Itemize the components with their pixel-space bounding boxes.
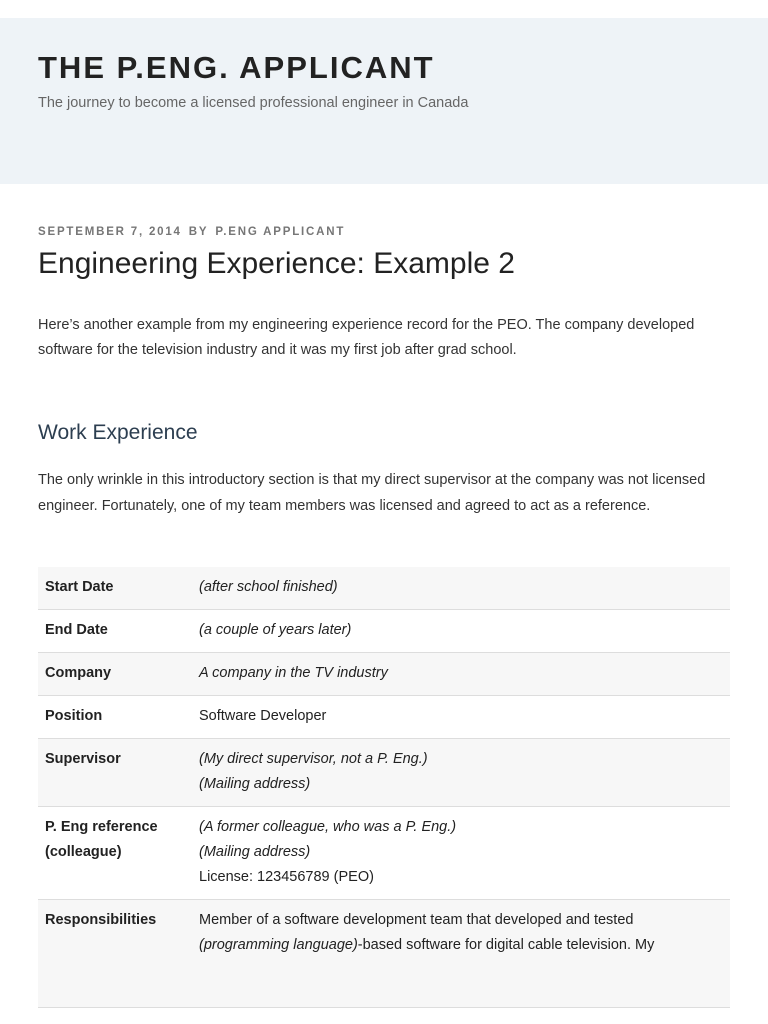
reference-label: P. Eng reference (colleague): [45, 819, 158, 860]
post-intro: Here’s another example from my engineering experience record for the PEO. The company developed software for the television industry and it was my first job after grad school.: [38, 317, 695, 358]
reference-name: (A former colleague, who was a P. Eng.): [199, 819, 457, 835]
end-date-value: (a couple of years later): [199, 622, 352, 638]
supervisor-name: (My direct supervisor, not a P. Eng.): [199, 751, 428, 767]
supervisor-address: (Mailing address): [199, 776, 311, 792]
table-row: [38, 653, 730, 696]
responsibilities-label: Responsibilities: [45, 912, 157, 928]
work-experience-paragraph: The only wrinkle in this introductory section is that my direct supervisor at the company was not licensed engineer. Fortunately, one of my team members was licensed and agreed to act as a reference.: [38, 472, 706, 514]
responsibilities-text-start: Member of a software development team that developed and tested: [199, 912, 634, 928]
post-date[interactable]: SEPTEMBER 7, 2014: [38, 226, 182, 238]
end-date-label: End Date: [45, 622, 108, 638]
reference-value: [192, 807, 730, 900]
table-row: [38, 807, 730, 900]
company-value: A company in the TV industry: [199, 665, 388, 681]
byline-by: BY: [188, 226, 209, 238]
table-row: [38, 610, 730, 653]
supervisor-value: [192, 739, 730, 807]
site-header: [0, 18, 768, 184]
position-label: Position: [45, 708, 103, 724]
post-author[interactable]: P.ENG APPLICANT: [215, 226, 346, 238]
reference-address: (Mailing address): [199, 844, 311, 860]
site-title[interactable]: THE P.ENG. APPLICANT: [38, 50, 435, 85]
table-row: [38, 567, 730, 610]
supervisor-label: Supervisor: [45, 751, 121, 767]
site-tagline: The journey to become a licensed professional engineer in Canada: [38, 95, 469, 111]
table-row: [38, 900, 730, 1008]
responsibilities-text-end: -based software for digital cable television. My: [357, 937, 655, 953]
experience-table: [38, 567, 730, 1008]
start-date-value: (after school finished): [199, 579, 338, 595]
responsibilities-value: [192, 900, 730, 1008]
table-row: [38, 739, 730, 807]
responsibilities-language: (programming language): [199, 937, 358, 953]
table-row: [38, 696, 730, 739]
entry-meta: [38, 226, 345, 238]
post-title: Engineering Experience: Example 2: [38, 247, 515, 280]
company-label: Company: [45, 665, 112, 681]
start-date-label: Start Date: [45, 579, 114, 595]
position-value: Software Developer: [199, 708, 327, 724]
work-experience-heading: Work Experience: [38, 421, 198, 444]
reference-license: License: 123456789 (PEO): [199, 869, 374, 885]
